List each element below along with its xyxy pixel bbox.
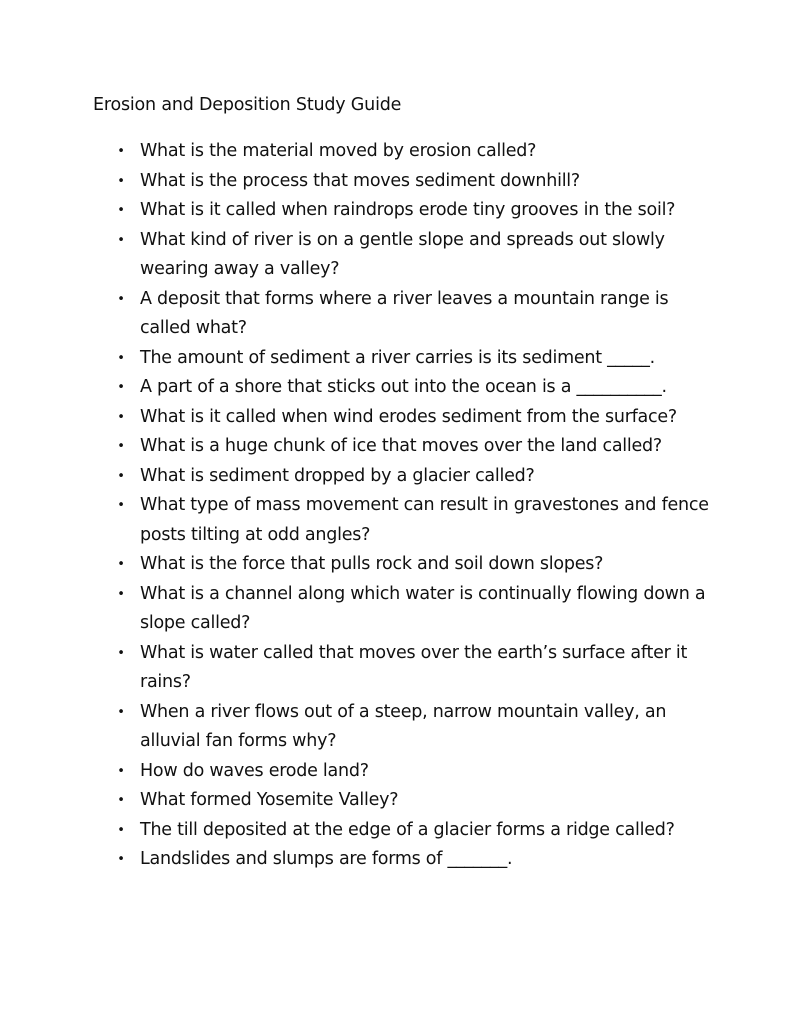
bullet-icon: • <box>117 645 125 661</box>
list-item <box>0 373 791 403</box>
bullet-icon: • <box>117 350 125 366</box>
question-text: What is water called that moves over the earth’s surface after it rains? <box>140 642 688 692</box>
list-item <box>0 403 791 433</box>
list-item <box>0 432 791 462</box>
bullet-icon: • <box>117 291 125 307</box>
question-text: What kind of river is on a gentle slope and spreads out slowly wearing away a valley? <box>140 229 665 279</box>
question-text: How do waves erode land? <box>140 760 369 781</box>
question-text: What is it called when wind erodes sediment from the surface? <box>140 406 677 427</box>
question-text: A part of a shore that sticks out into the ocean is a __________. <box>140 377 667 397</box>
bullet-icon: • <box>117 793 125 808</box>
list-item <box>0 285 791 344</box>
list-item <box>0 639 791 698</box>
question-text: What is a huge chunk of ice that moves over the land called? <box>140 436 662 456</box>
question-text: Landslides and slumps are forms of _______. <box>140 849 513 869</box>
bullet-icon: • <box>117 173 125 189</box>
question-text: A deposit that forms where a river leaves a mountain range is called what? <box>140 288 669 338</box>
list-item <box>0 344 791 374</box>
list-item <box>0 757 791 787</box>
bullet-icon: • <box>117 822 125 838</box>
question-text: What is the material moved by erosion called? <box>140 141 537 161</box>
bullet-icon: • <box>117 380 125 395</box>
list-item <box>0 167 791 197</box>
bullet-icon: • <box>117 852 125 867</box>
list-item <box>0 491 791 550</box>
question-text: What is a channel along which water is continually flowing down a slope called? <box>140 583 706 633</box>
question-text: What type of mass movement can result in gravestones and fence posts tilting at odd angles? <box>140 495 709 545</box>
question-text: What is the force that pulls rock and soil down slopes? <box>140 554 604 574</box>
bullet-icon: • <box>117 203 125 218</box>
bullet-icon: • <box>117 468 125 484</box>
bullet-icon: • <box>117 498 125 513</box>
bullet-icon: • <box>117 232 125 248</box>
question-text: The amount of sediment a river carries is its sediment _____. <box>140 347 655 368</box>
bullet-icon: • <box>117 144 125 159</box>
bullet-icon: • <box>117 409 125 425</box>
list-item <box>0 196 791 226</box>
question-text: What is it called when raindrops erode tiny grooves in the soil? <box>140 200 676 220</box>
list-item <box>0 137 791 167</box>
bullet-icon: • <box>117 439 125 454</box>
question-text: What formed Yosemite Valley? <box>140 790 399 810</box>
question-text: The till deposited at the edge of a glacier forms a ridge called? <box>140 819 675 840</box>
question-text: When a river flows out of a steep, narrow mountain valley, an alluvial fan forms why? <box>140 701 667 751</box>
question-text: What is the process that moves sediment downhill? <box>140 170 580 191</box>
bullet-icon: • <box>117 557 125 572</box>
list-item <box>0 462 791 492</box>
question-text: What is sediment dropped by a glacier called? <box>140 465 535 486</box>
bullet-icon: • <box>117 763 125 779</box>
bullet-icon: • <box>117 704 125 720</box>
list-item <box>0 786 791 816</box>
page-title: Erosion and Deposition Study Guide <box>93 95 402 115</box>
list-item <box>0 845 791 875</box>
list-item <box>0 816 791 846</box>
list-item <box>0 550 791 580</box>
bullet-icon: • <box>117 586 125 602</box>
list-item <box>0 580 791 639</box>
list-item <box>0 226 791 285</box>
question-list <box>0 137 791 875</box>
list-item <box>0 698 791 757</box>
